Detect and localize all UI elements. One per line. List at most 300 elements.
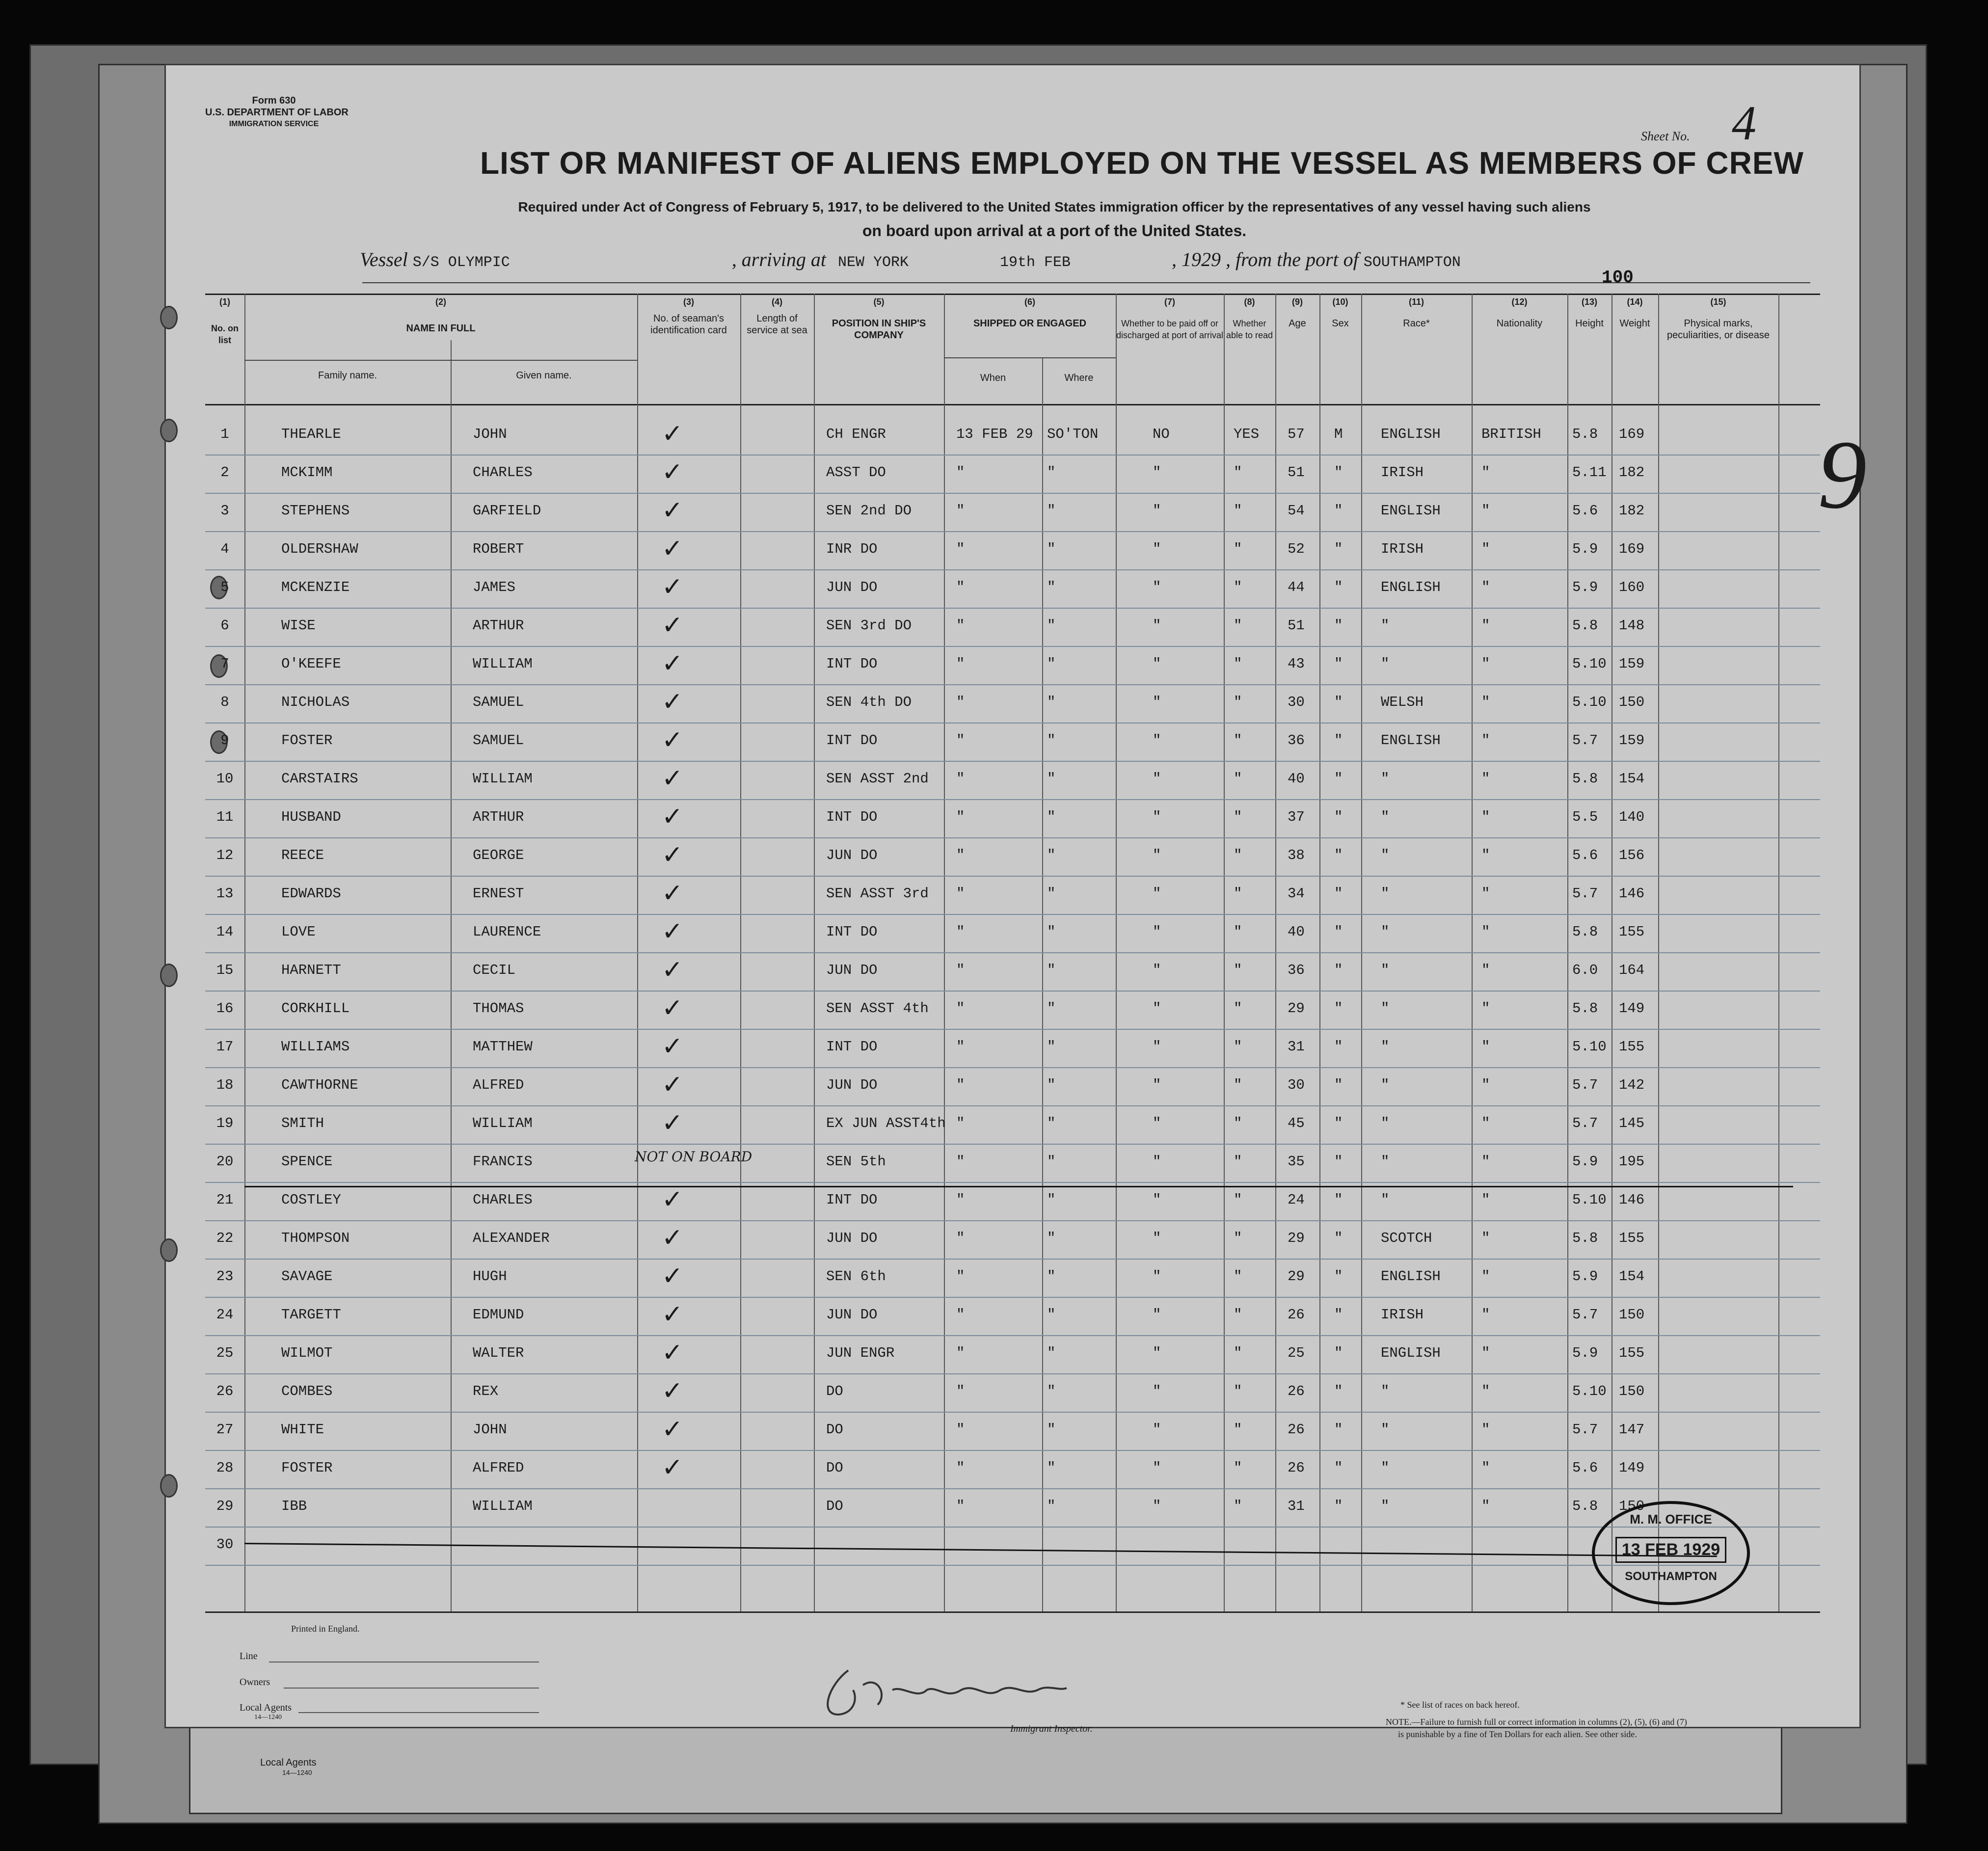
id-card-cell: ✓ [662, 572, 683, 602]
weight-cell: 159 [1619, 732, 1645, 749]
weight-cell: 154 [1619, 1268, 1645, 1285]
nationality-cell: " [1481, 1345, 1490, 1361]
col-label: SHIPPED OR ENGAGED [973, 318, 1087, 329]
shipped-when-cell: " [956, 541, 965, 557]
col-divider [1042, 357, 1043, 1611]
manifest-page [164, 64, 1867, 1739]
race-cell: IRISH [1381, 1307, 1424, 1323]
row-rule [205, 1450, 1820, 1451]
sheet-number: 4 [1732, 96, 1756, 150]
sex-cell: " [1334, 656, 1343, 672]
able-to-read-cell: " [1234, 503, 1242, 519]
nationality-cell: " [1481, 1154, 1490, 1170]
id-card-cell: ✓ [662, 1185, 683, 1214]
nationality-cell: " [1481, 962, 1490, 978]
sex-cell: " [1334, 694, 1343, 710]
sex-cell: " [1334, 1498, 1343, 1514]
shipped-when-cell: " [956, 1077, 965, 1093]
given-name-cell: SAMUEL [473, 694, 524, 710]
height-cell: 5.10 [1572, 1383, 1607, 1399]
weight-cell: 149 [1619, 1460, 1645, 1476]
col-head-position [814, 296, 944, 341]
col-num: (13) [1581, 297, 1597, 307]
shipped-where-cell: " [1047, 1077, 1056, 1093]
paid-off-cell: " [1153, 962, 1161, 978]
shipped-when-cell: " [956, 809, 965, 825]
shipped-when-cell: " [956, 962, 965, 978]
shipped-when-cell: " [956, 771, 965, 787]
able-to-read-cell: " [1234, 1460, 1242, 1476]
col-label: Race* [1403, 318, 1430, 329]
nationality-cell: " [1481, 617, 1490, 634]
row-number-cell: 20 [216, 1154, 234, 1170]
given-name-cell: ARTHUR [473, 809, 524, 825]
row-number-cell: 8 [220, 694, 229, 710]
given-name-cell: THOMAS [473, 1000, 524, 1017]
able-to-read-cell: " [1234, 464, 1242, 481]
shipped-where-cell: " [1047, 1307, 1056, 1323]
id-card-cell: ✓ [662, 1261, 683, 1291]
family-name-cell: FOSTER [281, 732, 333, 749]
row-number-cell: 27 [216, 1422, 234, 1438]
nationality-cell: " [1481, 924, 1490, 940]
col-num: (11) [1408, 297, 1424, 307]
page-count: 100 [1602, 268, 1634, 288]
line-label: Line [240, 1651, 258, 1662]
row-number-cell: 25 [216, 1345, 234, 1361]
paid-off-cell: " [1153, 617, 1161, 634]
family-name-cell: TARGETT [281, 1307, 341, 1323]
shipped-when-cell: " [956, 1000, 965, 1017]
height-cell: 5.7 [1572, 1077, 1598, 1093]
age-cell: 36 [1288, 732, 1305, 749]
race-cell: " [1381, 847, 1390, 863]
height-cell: 5.9 [1572, 541, 1598, 557]
able-to-read-cell: " [1234, 1345, 1242, 1361]
shipped-where-cell: " [1047, 732, 1056, 749]
able-to-read-cell: " [1234, 1039, 1242, 1055]
form-number: Form 630 [252, 95, 296, 106]
height-cell: 5.8 [1572, 1230, 1598, 1246]
age-cell: 35 [1288, 1154, 1305, 1170]
weight-cell: 155 [1619, 1230, 1645, 1246]
col-head-age [1275, 296, 1319, 329]
row-number-cell: 23 [216, 1268, 234, 1285]
nationality-cell: " [1481, 809, 1490, 825]
table-top-rule [205, 294, 1820, 295]
shipped-where-cell: " [1047, 885, 1056, 902]
col-num: (6) [1024, 297, 1035, 307]
nationality-cell: " [1481, 1460, 1490, 1476]
id-card-cell: ✓ [662, 1415, 683, 1444]
row-rule [205, 531, 1820, 532]
vessel-label: Vessel [360, 248, 408, 270]
given-name-cell: JAMES [473, 579, 516, 595]
col-label: NAME IN FULL [406, 323, 476, 334]
nationality-cell: " [1481, 1307, 1490, 1323]
able-to-read-cell: " [1234, 1192, 1242, 1208]
id-card-cell: ✓ [662, 611, 683, 640]
race-cell: ENGLISH [1381, 732, 1441, 749]
vessel-line [360, 248, 1461, 271]
able-to-read-cell: " [1234, 1000, 1242, 1017]
weight-cell: 169 [1619, 541, 1645, 557]
given-name-cell: ERNEST [473, 885, 524, 902]
race-cell: " [1381, 1422, 1390, 1438]
col-head-weight [1612, 296, 1658, 329]
paid-off-cell: " [1153, 1077, 1161, 1093]
punch-hole [160, 1474, 178, 1498]
row-rule [205, 1488, 1820, 1489]
family-name-cell: HARNETT [281, 962, 341, 978]
col-head-name [244, 296, 637, 334]
sex-cell: " [1334, 924, 1343, 940]
row-rule [205, 608, 1820, 609]
paid-off-cell: " [1153, 809, 1161, 825]
family-name-cell: COSTLEY [281, 1192, 341, 1208]
able-to-read-cell: " [1234, 617, 1242, 634]
able-to-read-cell: " [1234, 694, 1242, 710]
shipped-where-cell: " [1047, 579, 1056, 595]
sex-cell: " [1334, 464, 1343, 481]
col-label: Whether to be paid off or discharged at port of arrival [1116, 319, 1224, 340]
position-cell: SEN 3rd DO [826, 617, 912, 634]
printed-note: Printed in England. [291, 1624, 360, 1634]
race-cell: " [1381, 771, 1390, 787]
shipped-where-cell: " [1047, 617, 1056, 634]
nationality-cell: " [1481, 1268, 1490, 1285]
id-card-cell: ✓ [662, 1453, 683, 1482]
family-name-cell: MCKIMM [281, 464, 333, 481]
table-header-rule [205, 404, 1820, 405]
stamp-date: 13 FEB 1929 [1615, 1537, 1726, 1563]
col-label: Physical marks, peculiarities, or disease [1667, 318, 1770, 341]
row-rule [205, 493, 1820, 494]
age-cell: 37 [1288, 809, 1305, 825]
col-head-race [1361, 296, 1472, 329]
weight-cell: 155 [1619, 924, 1645, 940]
nationality-cell: BRITISH [1481, 426, 1541, 442]
shipped-when-cell: " [956, 694, 965, 710]
shipped-when-cell: " [956, 1268, 965, 1285]
given-name-cell: ROBERT [473, 541, 524, 557]
family-name-cell: THEARLE [281, 426, 341, 442]
year-suffix: 29 [1201, 248, 1221, 270]
race-cell: " [1381, 1154, 1390, 1170]
row-number-cell: 26 [216, 1383, 234, 1399]
able-to-read-cell: " [1234, 771, 1242, 787]
col-num: (2) [435, 297, 446, 307]
height-cell: 5.8 [1572, 617, 1598, 634]
shipped-where-cell: " [1047, 656, 1056, 672]
row-number-cell: 2 [220, 464, 229, 481]
id-card-cell: ✓ [662, 457, 683, 487]
punch-hole [160, 419, 178, 442]
punch-hole [160, 306, 178, 329]
age-cell: 40 [1288, 924, 1305, 940]
family-name-cell: SAVAGE [281, 1268, 333, 1285]
race-cell: ENGLISH [1381, 1268, 1441, 1285]
age-cell: 29 [1288, 1230, 1305, 1246]
row-rule [205, 876, 1820, 877]
position-cell: CH ENGR [826, 426, 886, 442]
nationality-cell: " [1481, 1422, 1490, 1438]
family-name-cell: MCKENZIE [281, 579, 350, 595]
family-name-cell: EDWARDS [281, 885, 341, 902]
able-to-read-cell: " [1234, 1498, 1242, 1514]
paid-off-cell: " [1153, 1154, 1161, 1170]
weight-cell: 156 [1619, 847, 1645, 863]
paid-off-cell: " [1153, 656, 1161, 672]
col-head-sex [1319, 296, 1361, 329]
shipped-where-cell: " [1047, 1230, 1056, 1246]
row-number-cell: 15 [216, 962, 234, 978]
nationality-cell: " [1481, 1000, 1490, 1017]
able-to-read-cell: " [1234, 1154, 1242, 1170]
col-head-paid-off [1116, 296, 1224, 341]
able-to-read-cell: " [1234, 962, 1242, 978]
agents-rule [298, 1712, 539, 1713]
row-number-cell: 4 [220, 541, 229, 557]
shipped-where-cell: " [1047, 1192, 1056, 1208]
weight-cell: 169 [1619, 426, 1645, 442]
family-name-cell: CORKHILL [281, 1000, 350, 1017]
position-cell: SEN 2nd DO [826, 503, 912, 519]
arrival-date: 19th FEB [1000, 254, 1071, 271]
given-name-cell: WILLIAM [473, 1498, 533, 1514]
row-number-cell: 11 [216, 809, 234, 825]
row-number-cell: 7 [220, 656, 229, 672]
family-name-cell: WISE [281, 617, 316, 634]
age-cell: 30 [1288, 1077, 1305, 1093]
race-cell: " [1381, 962, 1390, 978]
position-cell: DO [826, 1422, 843, 1438]
row-rule [205, 455, 1820, 456]
shipped-when-cell: " [956, 1498, 965, 1514]
row-rule [205, 799, 1820, 800]
sex-cell: " [1334, 885, 1343, 902]
able-to-read-cell: " [1234, 656, 1242, 672]
age-cell: 24 [1288, 1192, 1305, 1208]
position-cell: JUN ENGR [826, 1345, 895, 1361]
shipped-when-cell: " [956, 1154, 965, 1170]
race-cell: " [1381, 1383, 1390, 1399]
paid-off-cell: " [1153, 732, 1161, 749]
arriving-label: , arriving at [731, 248, 826, 270]
sex-cell: " [1334, 1383, 1343, 1399]
row-rule [205, 1335, 1820, 1336]
height-cell: 5.8 [1572, 1000, 1598, 1017]
given-name-cell: CHARLES [473, 464, 533, 481]
paid-off-cell: " [1153, 847, 1161, 863]
row-rule [205, 991, 1820, 992]
col-head-when: When [980, 373, 1006, 383]
paid-off-cell: " [1153, 1307, 1161, 1323]
shipped-where-cell: " [1047, 1498, 1056, 1514]
id-card-cell: ✓ [662, 764, 683, 793]
age-cell: 26 [1288, 1383, 1305, 1399]
able-to-read-cell: " [1234, 1268, 1242, 1285]
port-departure: SOUTHAMPTON [1363, 254, 1461, 271]
nationality-cell: " [1481, 732, 1490, 749]
age-cell: 40 [1288, 771, 1305, 787]
id-card-cell: ✓ [662, 917, 683, 946]
col-num: (4) [772, 297, 782, 307]
shipped-where-cell: " [1047, 924, 1056, 940]
owners-label: Owners [240, 1677, 270, 1688]
weight-cell: 150 [1619, 1383, 1645, 1399]
row-rule [205, 1029, 1820, 1030]
shipped-when-cell: " [956, 1422, 965, 1438]
sex-cell: " [1334, 732, 1343, 749]
age-cell: 31 [1288, 1498, 1305, 1514]
nationality-cell: " [1481, 503, 1490, 519]
given-name-cell: WILLIAM [473, 771, 533, 787]
page-subtitle [244, 195, 1864, 242]
able-to-read-cell: " [1234, 847, 1242, 863]
position-cell: INR DO [826, 541, 878, 557]
able-to-read-cell: " [1234, 1383, 1242, 1399]
weight-cell: 160 [1619, 579, 1645, 595]
shipped-where-cell: " [1047, 1000, 1056, 1017]
col-head-shipped [944, 296, 1116, 329]
height-cell: 5.6 [1572, 1460, 1598, 1476]
race-cell: " [1381, 1460, 1390, 1476]
nationality-cell: " [1481, 1115, 1490, 1131]
family-name-cell: STEPHENS [281, 503, 350, 519]
nationality-cell: " [1481, 1498, 1490, 1514]
height-cell: 5.10 [1572, 1039, 1607, 1055]
sex-cell: " [1334, 541, 1343, 557]
shipped-when-cell: " [956, 464, 965, 481]
id-card-cell: NOT ON BOARD [635, 1149, 752, 1165]
col-num: (3) [683, 297, 694, 307]
family-name-cell: OLDERSHAW [281, 541, 358, 557]
col-num: (12) [1511, 297, 1528, 307]
id-card-cell: ✓ [662, 1032, 683, 1061]
sex-cell: " [1334, 1345, 1343, 1361]
row-rule [205, 646, 1820, 647]
paid-off-cell: NO [1153, 426, 1170, 442]
family-name-cell: CARSTAIRS [281, 771, 358, 787]
family-name-cell: LOVE [281, 924, 316, 940]
height-cell: 5.9 [1572, 1154, 1598, 1170]
row-rule [205, 723, 1820, 724]
race-cell: SCOTCH [1381, 1230, 1432, 1246]
row-rule [205, 1105, 1820, 1106]
given-name-cell: GEORGE [473, 847, 524, 863]
shipped-subhead-rule [944, 357, 1116, 358]
position-cell: SEN 6th [826, 1268, 886, 1285]
shipped-when-cell: 13 FEB 29 [956, 426, 1033, 442]
height-cell: 5.8 [1572, 924, 1598, 940]
shipped-when-cell: " [956, 656, 965, 672]
age-cell: 52 [1288, 541, 1305, 557]
position-cell: JUN DO [826, 962, 878, 978]
height-cell: 5.7 [1572, 732, 1598, 749]
sex-cell: " [1334, 1077, 1343, 1093]
weight-cell: 150 [1619, 1307, 1645, 1323]
paid-off-cell: " [1153, 1498, 1161, 1514]
row-number-cell: 19 [216, 1115, 234, 1131]
shipped-where-cell: SO'TON [1047, 426, 1099, 442]
able-to-read-cell: " [1234, 1422, 1242, 1438]
weight-cell: 142 [1619, 1077, 1645, 1093]
weight-cell: 150 [1619, 1498, 1645, 1514]
weight-cell: 145 [1619, 1115, 1645, 1131]
shipped-when-cell: " [956, 732, 965, 749]
strike-line-row-29 [244, 1543, 1717, 1557]
paid-off-cell: " [1153, 1192, 1161, 1208]
race-cell: IRISH [1381, 541, 1424, 557]
age-cell: 43 [1288, 656, 1305, 672]
paid-off-cell: " [1153, 503, 1161, 519]
row-rule [205, 1067, 1820, 1068]
able-to-read-cell: " [1234, 885, 1242, 902]
position-cell: JUN DO [826, 1307, 878, 1323]
punch-hole [160, 964, 178, 987]
position-cell: INT DO [826, 656, 878, 672]
height-cell: 5.9 [1572, 1345, 1598, 1361]
sex-cell: " [1334, 1230, 1343, 1246]
race-cell: ENGLISH [1381, 1345, 1441, 1361]
paid-off-cell: " [1153, 579, 1161, 595]
given-name-cell: MATTHEW [473, 1039, 533, 1055]
position-cell: ASST DO [826, 464, 886, 481]
height-cell: 5.8 [1572, 426, 1598, 442]
col-num: (14) [1627, 297, 1643, 307]
id-card-cell: ✓ [662, 534, 683, 563]
row-number-cell: 24 [216, 1307, 234, 1323]
sex-cell: M [1334, 426, 1343, 442]
name-subhead-rule [244, 360, 637, 361]
lower-agents-label: Local Agents [260, 1757, 317, 1768]
shipped-where-cell: " [1047, 1345, 1056, 1361]
agents-code: 14—1240 [254, 1714, 282, 1721]
col-label: Sex [1332, 318, 1349, 329]
row-number-cell: 29 [216, 1498, 234, 1514]
height-cell: 5.7 [1572, 1307, 1598, 1323]
row-number-cell: 12 [216, 847, 234, 863]
age-cell: 57 [1288, 426, 1305, 442]
given-name-cell: HUGH [473, 1268, 507, 1285]
family-name-cell: HUSBAND [281, 809, 341, 825]
paid-off-cell: " [1153, 1422, 1161, 1438]
height-cell: 5.9 [1572, 1268, 1598, 1285]
race-cell: " [1381, 1077, 1390, 1093]
row-number-cell: 3 [220, 503, 229, 519]
given-name-cell: ARTHUR [473, 617, 524, 634]
age-cell: 26 [1288, 1307, 1305, 1323]
row-rule [205, 1297, 1820, 1298]
weight-cell: 148 [1619, 617, 1645, 634]
able-to-read-cell: " [1234, 732, 1242, 749]
row-rule [205, 1259, 1820, 1260]
position-cell: DO [826, 1498, 843, 1514]
nationality-cell: " [1481, 464, 1490, 481]
sex-cell: " [1334, 1000, 1343, 1017]
race-cell: " [1381, 885, 1390, 902]
id-card-cell: ✓ [662, 725, 683, 755]
given-name-cell: ALEXANDER [473, 1230, 550, 1246]
paid-off-cell: " [1153, 541, 1161, 557]
race-cell: ENGLISH [1381, 503, 1441, 519]
given-name-cell: CECIL [473, 962, 516, 978]
nationality-cell: " [1481, 1230, 1490, 1246]
given-name-cell: REX [473, 1383, 499, 1399]
shipped-where-cell: " [1047, 847, 1056, 863]
given-name-cell: WILLIAM [473, 1115, 533, 1131]
